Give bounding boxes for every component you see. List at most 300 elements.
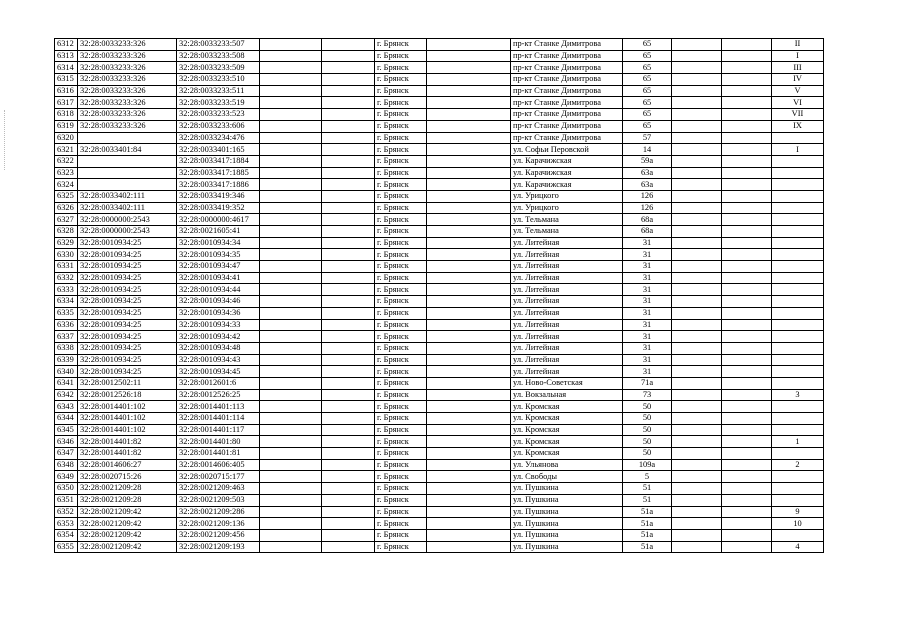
cell-row-number: 6319 — [55, 120, 78, 132]
cell-city: г. Брянск — [375, 342, 427, 354]
cell-extra-col-4 — [672, 97, 722, 109]
cell-land-cadastral-number: 32:28:0014401:102 — [78, 424, 177, 436]
cell-extra-col-3 — [427, 459, 511, 471]
cell-extra-col-2 — [322, 377, 375, 389]
cell-extra-col-3 — [427, 167, 511, 179]
cell-extra-col-3 — [427, 202, 511, 214]
table-row — [55, 214, 824, 226]
cell-land-cadastral-number: 32:28:0014401:102 — [78, 401, 177, 413]
cell-street: пр-кт Станке Димитрова — [511, 74, 623, 86]
cell-extra-col-5 — [722, 483, 772, 495]
cell-street: ул. Пушкина — [511, 494, 623, 506]
table-row — [55, 284, 824, 296]
cell-row-number: 6355 — [55, 541, 78, 553]
cell-object-cadastral-number: 32:28:0033417:1884 — [177, 155, 260, 167]
cell-extra-col-2 — [322, 120, 375, 132]
cell-extra-col-1 — [260, 529, 322, 541]
cell-extra-col-1 — [260, 167, 322, 179]
cell-object-cadastral-number: 32:28:0033417:1885 — [177, 167, 260, 179]
cell-street: ул. Литейная — [511, 342, 623, 354]
cell-row-number: 6347 — [55, 448, 78, 460]
cell-extra-col-1 — [260, 296, 322, 308]
cell-premise-number — [772, 471, 824, 483]
cell-city: г. Брянск — [375, 272, 427, 284]
cell-object-cadastral-number: 32:28:0033233:510 — [177, 74, 260, 86]
cell-object-cadastral-number: 32:28:0000000:4617 — [177, 214, 260, 226]
cell-object-cadastral-number: 32:28:0014401:117 — [177, 424, 260, 436]
cell-extra-col-5 — [722, 190, 772, 202]
cell-house-number: 63а — [623, 167, 672, 179]
cell-extra-col-4 — [672, 354, 722, 366]
cell-extra-col-4 — [672, 366, 722, 378]
cell-house-number: 68а — [623, 226, 672, 238]
cell-land-cadastral-number: 32:28:0021209:42 — [78, 518, 177, 530]
cell-object-cadastral-number: 32:28:0033233:508 — [177, 50, 260, 62]
cell-extra-col-4 — [672, 436, 722, 448]
cell-land-cadastral-number: 32:28:0010934:25 — [78, 296, 177, 308]
cell-object-cadastral-number: 32:28:0014401:81 — [177, 448, 260, 460]
cell-premise-number — [772, 401, 824, 413]
cell-extra-col-5 — [722, 272, 772, 284]
cell-street: ул. Пушкина — [511, 483, 623, 495]
cell-extra-col-5 — [722, 97, 772, 109]
cell-street: ул. Кромская — [511, 436, 623, 448]
cell-object-cadastral-number: 32:28:0033233:606 — [177, 120, 260, 132]
cell-street: пр-кт Станке Димитрова — [511, 120, 623, 132]
cell-object-cadastral-number: 32:28:0010934:44 — [177, 284, 260, 296]
table-row — [55, 354, 824, 366]
cell-extra-col-4 — [672, 167, 722, 179]
cell-land-cadastral-number: 32:28:0014606:27 — [78, 459, 177, 471]
cell-extra-col-4 — [672, 109, 722, 121]
cell-extra-col-5 — [722, 448, 772, 460]
cell-object-cadastral-number: 32:28:0020715:177 — [177, 471, 260, 483]
cell-premise-number — [772, 226, 824, 238]
cell-street: ул. Урицкого — [511, 190, 623, 202]
cell-house-number: 73 — [623, 389, 672, 401]
cell-land-cadastral-number: 32:28:0033233:326 — [78, 109, 177, 121]
cell-street: ул. Кромская — [511, 401, 623, 413]
table-row — [55, 413, 824, 425]
cell-premise-number: I — [772, 144, 824, 156]
cell-extra-col-3 — [427, 494, 511, 506]
cell-land-cadastral-number: 32:28:0033233:326 — [78, 39, 177, 51]
cell-extra-col-4 — [672, 85, 722, 97]
cell-city: г. Брянск — [375, 319, 427, 331]
cell-street: ул. Кромская — [511, 448, 623, 460]
cell-row-number: 6325 — [55, 190, 78, 202]
cell-premise-number — [772, 354, 824, 366]
cell-extra-col-4 — [672, 529, 722, 541]
cell-object-cadastral-number: 32:28:0010934:46 — [177, 296, 260, 308]
cell-extra-col-2 — [322, 296, 375, 308]
cell-extra-col-4 — [672, 296, 722, 308]
table-row — [55, 436, 824, 448]
cell-object-cadastral-number: 32:28:0010934:47 — [177, 261, 260, 273]
cell-object-cadastral-number: 32:28:0021209:136 — [177, 518, 260, 530]
cell-land-cadastral-number: 32:28:0033233:326 — [78, 85, 177, 97]
cell-extra-col-3 — [427, 85, 511, 97]
cell-row-number: 6322 — [55, 155, 78, 167]
cell-premise-number — [772, 284, 824, 296]
cell-city: г. Брянск — [375, 366, 427, 378]
cell-extra-col-1 — [260, 518, 322, 530]
cell-extra-col-1 — [260, 284, 322, 296]
cell-extra-col-1 — [260, 179, 322, 191]
cell-row-number: 6343 — [55, 401, 78, 413]
cell-land-cadastral-number: 32:28:0033233:326 — [78, 97, 177, 109]
cell-extra-col-4 — [672, 307, 722, 319]
cell-city: г. Брянск — [375, 226, 427, 238]
cell-object-cadastral-number: 32:28:0033233:523 — [177, 109, 260, 121]
cell-premise-number — [772, 529, 824, 541]
table-row — [55, 366, 824, 378]
table-row — [55, 377, 824, 389]
table-row — [55, 272, 824, 284]
cell-extra-col-2 — [322, 272, 375, 284]
cell-object-cadastral-number: 32:28:0012601:6 — [177, 377, 260, 389]
cell-extra-col-1 — [260, 541, 322, 553]
cell-row-number: 6351 — [55, 494, 78, 506]
cell-city: г. Брянск — [375, 85, 427, 97]
cell-city: г. Брянск — [375, 389, 427, 401]
cell-row-number: 6334 — [55, 296, 78, 308]
cell-land-cadastral-number: 32:28:0010934:25 — [78, 272, 177, 284]
table-row — [55, 226, 824, 238]
cell-extra-col-3 — [427, 39, 511, 51]
cell-extra-col-2 — [322, 190, 375, 202]
cell-premise-number — [772, 342, 824, 354]
cell-house-number: 51а — [623, 529, 672, 541]
cell-extra-col-1 — [260, 74, 322, 86]
cell-object-cadastral-number: 32:28:0033233:511 — [177, 85, 260, 97]
table-row — [55, 144, 824, 156]
cell-house-number: 31 — [623, 284, 672, 296]
table-row — [55, 261, 824, 273]
cell-land-cadastral-number: 32:28:0010934:25 — [78, 261, 177, 273]
cell-extra-col-3 — [427, 97, 511, 109]
cell-street: ул. Пушкина — [511, 518, 623, 530]
cell-extra-col-4 — [672, 377, 722, 389]
cell-object-cadastral-number: 32:28:0021209:456 — [177, 529, 260, 541]
cell-street: ул. Литейная — [511, 261, 623, 273]
cell-extra-col-2 — [322, 202, 375, 214]
cell-land-cadastral-number: 32:28:0010934:25 — [78, 237, 177, 249]
cell-extra-col-4 — [672, 413, 722, 425]
cell-extra-col-3 — [427, 74, 511, 86]
cell-extra-col-1 — [260, 424, 322, 436]
cell-object-cadastral-number: 32:28:0021209:286 — [177, 506, 260, 518]
cell-land-cadastral-number: 32:28:0014401:102 — [78, 413, 177, 425]
cell-extra-col-1 — [260, 331, 322, 343]
cell-extra-col-2 — [322, 179, 375, 191]
cell-extra-col-2 — [322, 494, 375, 506]
cell-house-number: 5 — [623, 471, 672, 483]
cell-street: ул. Тельмана — [511, 214, 623, 226]
table-row — [55, 307, 824, 319]
cell-extra-col-3 — [427, 389, 511, 401]
cell-street: пр-кт Станке Димитрова — [511, 62, 623, 74]
cell-object-cadastral-number: 32:28:0010934:33 — [177, 319, 260, 331]
cell-row-number: 6328 — [55, 226, 78, 238]
cell-extra-col-4 — [672, 471, 722, 483]
cell-extra-col-3 — [427, 319, 511, 331]
cell-house-number: 59а — [623, 155, 672, 167]
cell-house-number: 31 — [623, 307, 672, 319]
cell-extra-col-3 — [427, 377, 511, 389]
cell-extra-col-5 — [722, 413, 772, 425]
cell-extra-col-4 — [672, 506, 722, 518]
cell-land-cadastral-number: 32:28:0033402:111 — [78, 202, 177, 214]
cell-extra-col-2 — [322, 284, 375, 296]
cell-extra-col-1 — [260, 39, 322, 51]
table-row — [55, 518, 824, 530]
cell-street: пр-кт Станке Димитрова — [511, 85, 623, 97]
cell-extra-col-5 — [722, 132, 772, 144]
cell-city: г. Брянск — [375, 109, 427, 121]
cell-object-cadastral-number: 32:28:0012526:25 — [177, 389, 260, 401]
cell-extra-col-5 — [722, 202, 772, 214]
cell-object-cadastral-number: 32:28:0010934:34 — [177, 237, 260, 249]
cell-city: г. Брянск — [375, 448, 427, 460]
cell-extra-col-5 — [722, 120, 772, 132]
cell-extra-col-2 — [322, 85, 375, 97]
cell-row-number: 6331 — [55, 261, 78, 273]
cell-extra-col-3 — [427, 296, 511, 308]
cell-extra-col-3 — [427, 179, 511, 191]
cell-land-cadastral-number: 32:28:0033233:326 — [78, 50, 177, 62]
cell-extra-col-4 — [672, 226, 722, 238]
cell-extra-col-4 — [672, 518, 722, 530]
cell-extra-col-3 — [427, 483, 511, 495]
cell-object-cadastral-number: 32:28:0021605:41 — [177, 226, 260, 238]
cell-premise-number — [772, 155, 824, 167]
cell-extra-col-2 — [322, 354, 375, 366]
cell-extra-col-5 — [722, 144, 772, 156]
cell-city: г. Брянск — [375, 307, 427, 319]
cell-premise-number: II — [772, 39, 824, 51]
cell-extra-col-2 — [322, 214, 375, 226]
cell-extra-col-3 — [427, 284, 511, 296]
cell-street: ул. Литейная — [511, 296, 623, 308]
cell-extra-col-3 — [427, 331, 511, 343]
cell-street: пр-кт Станке Димитрова — [511, 50, 623, 62]
cell-row-number: 6349 — [55, 471, 78, 483]
cell-row-number: 6352 — [55, 506, 78, 518]
cell-extra-col-2 — [322, 401, 375, 413]
cell-extra-col-1 — [260, 342, 322, 354]
cell-extra-col-4 — [672, 179, 722, 191]
cell-row-number: 6315 — [55, 74, 78, 86]
cell-land-cadastral-number: 32:28:0014401:82 — [78, 448, 177, 460]
cell-premise-number — [772, 413, 824, 425]
table-row — [55, 50, 824, 62]
cell-row-number: 6330 — [55, 249, 78, 261]
table-row — [55, 506, 824, 518]
cell-extra-col-1 — [260, 97, 322, 109]
cell-extra-col-2 — [322, 506, 375, 518]
cell-land-cadastral-number: 32:28:0014401:82 — [78, 436, 177, 448]
cell-extra-col-1 — [260, 389, 322, 401]
cell-city: г. Брянск — [375, 424, 427, 436]
cell-extra-col-4 — [672, 541, 722, 553]
cell-city: г. Брянск — [375, 249, 427, 261]
table-row — [55, 483, 824, 495]
cell-house-number: 51 — [623, 494, 672, 506]
cell-object-cadastral-number: 32:28:0010934:41 — [177, 272, 260, 284]
cell-land-cadastral-number: 32:28:0010934:25 — [78, 319, 177, 331]
cell-row-number: 6354 — [55, 529, 78, 541]
cell-premise-number — [772, 272, 824, 284]
cell-extra-col-1 — [260, 120, 322, 132]
cell-extra-col-5 — [722, 85, 772, 97]
cell-object-cadastral-number: 32:28:0010934:42 — [177, 331, 260, 343]
cell-extra-col-2 — [322, 342, 375, 354]
cell-premise-number: VI — [772, 97, 824, 109]
cell-extra-col-2 — [322, 74, 375, 86]
cell-premise-number: III — [772, 62, 824, 74]
cell-premise-number: VII — [772, 109, 824, 121]
cell-extra-col-5 — [722, 529, 772, 541]
cell-premise-number — [772, 261, 824, 273]
cell-city: г. Брянск — [375, 202, 427, 214]
cell-land-cadastral-number: 32:28:0000000:2543 — [78, 226, 177, 238]
cell-land-cadastral-number: 32:28:0012526:18 — [78, 389, 177, 401]
cell-row-number: 6323 — [55, 167, 78, 179]
cell-object-cadastral-number: 32:28:0033234:476 — [177, 132, 260, 144]
cell-extra-col-5 — [722, 342, 772, 354]
cell-extra-col-3 — [427, 155, 511, 167]
cell-extra-col-2 — [322, 62, 375, 74]
cell-land-cadastral-number: 32:28:0021209:28 — [78, 494, 177, 506]
cell-extra-col-4 — [672, 132, 722, 144]
cell-extra-col-2 — [322, 459, 375, 471]
cell-house-number: 14 — [623, 144, 672, 156]
cell-land-cadastral-number: 32:28:0010934:25 — [78, 342, 177, 354]
cell-extra-col-5 — [722, 179, 772, 191]
cell-premise-number — [772, 319, 824, 331]
table-row — [55, 74, 824, 86]
table-row — [55, 120, 824, 132]
cell-city: г. Брянск — [375, 413, 427, 425]
cell-extra-col-5 — [722, 249, 772, 261]
cell-city: г. Брянск — [375, 190, 427, 202]
cell-house-number: 31 — [623, 366, 672, 378]
cell-street: ул. Литейная — [511, 237, 623, 249]
cell-city: г. Брянск — [375, 331, 427, 343]
cell-land-cadastral-number: 32:28:0033233:326 — [78, 62, 177, 74]
cell-row-number: 6312 — [55, 39, 78, 51]
cell-city: г. Брянск — [375, 506, 427, 518]
cell-object-cadastral-number: 32:28:0010934:43 — [177, 354, 260, 366]
cell-city: г. Брянск — [375, 50, 427, 62]
cell-extra-col-2 — [322, 366, 375, 378]
cell-street: ул. Ново-Советская — [511, 377, 623, 389]
cell-row-number: 6333 — [55, 284, 78, 296]
cell-extra-col-5 — [722, 74, 772, 86]
cell-premise-number: IX — [772, 120, 824, 132]
cell-extra-col-2 — [322, 436, 375, 448]
cell-street: пр-кт Станке Димитрова — [511, 109, 623, 121]
cell-house-number: 65 — [623, 74, 672, 86]
table-row — [55, 190, 824, 202]
cell-street: ул. Пушкина — [511, 541, 623, 553]
cell-extra-col-4 — [672, 342, 722, 354]
registry-table-body — [55, 39, 824, 553]
table-row — [55, 132, 824, 144]
cell-extra-col-3 — [427, 109, 511, 121]
cell-house-number: 65 — [623, 109, 672, 121]
cell-extra-col-1 — [260, 366, 322, 378]
cell-extra-col-2 — [322, 39, 375, 51]
cell-street: ул. Урицкого — [511, 202, 623, 214]
cell-extra-col-3 — [427, 272, 511, 284]
cell-street: ул. Литейная — [511, 272, 623, 284]
cell-city: г. Брянск — [375, 377, 427, 389]
table-row — [55, 237, 824, 249]
cell-extra-col-1 — [260, 319, 322, 331]
cell-street: пр-кт Станке Димитрова — [511, 39, 623, 51]
cell-premise-number — [772, 307, 824, 319]
cell-extra-col-5 — [722, 50, 772, 62]
cell-extra-col-2 — [322, 331, 375, 343]
cell-object-cadastral-number: 32:28:0033401:165 — [177, 144, 260, 156]
cell-extra-col-4 — [672, 214, 722, 226]
cell-city: г. Брянск — [375, 261, 427, 273]
cell-extra-col-5 — [722, 401, 772, 413]
cell-extra-col-1 — [260, 109, 322, 121]
cell-extra-col-3 — [427, 413, 511, 425]
cell-extra-col-3 — [427, 436, 511, 448]
cell-extra-col-5 — [722, 459, 772, 471]
cell-premise-number — [772, 424, 824, 436]
cell-row-number: 6326 — [55, 202, 78, 214]
cell-row-number: 6341 — [55, 377, 78, 389]
table-row — [55, 529, 824, 541]
cell-house-number: 109а — [623, 459, 672, 471]
cell-house-number: 51а — [623, 541, 672, 553]
cell-premise-number: IV — [772, 74, 824, 86]
cell-house-number: 63а — [623, 179, 672, 191]
cell-extra-col-2 — [322, 97, 375, 109]
cell-extra-col-1 — [260, 413, 322, 425]
cell-house-number: 126 — [623, 202, 672, 214]
cell-city: г. Брянск — [375, 167, 427, 179]
cell-premise-number: 3 — [772, 389, 824, 401]
cell-extra-col-4 — [672, 331, 722, 343]
cell-street: ул. Ульянова — [511, 459, 623, 471]
cell-extra-col-2 — [322, 144, 375, 156]
cell-extra-col-2 — [322, 167, 375, 179]
cell-object-cadastral-number: 32:28:0021209:503 — [177, 494, 260, 506]
cell-street: ул. Литейная — [511, 331, 623, 343]
table-row — [55, 448, 824, 460]
cell-extra-col-1 — [260, 190, 322, 202]
cell-house-number: 65 — [623, 39, 672, 51]
table-row — [55, 459, 824, 471]
cell-land-cadastral-number: 32:28:0012502:11 — [78, 377, 177, 389]
cell-premise-number: V — [772, 85, 824, 97]
cell-premise-number — [772, 483, 824, 495]
cell-house-number: 50 — [623, 413, 672, 425]
cell-extra-col-1 — [260, 307, 322, 319]
cell-object-cadastral-number: 32:28:0033417:1886 — [177, 179, 260, 191]
cell-extra-col-5 — [722, 354, 772, 366]
table-row — [55, 62, 824, 74]
cell-extra-col-5 — [722, 518, 772, 530]
cell-city: г. Брянск — [375, 62, 427, 74]
cell-extra-col-1 — [260, 237, 322, 249]
